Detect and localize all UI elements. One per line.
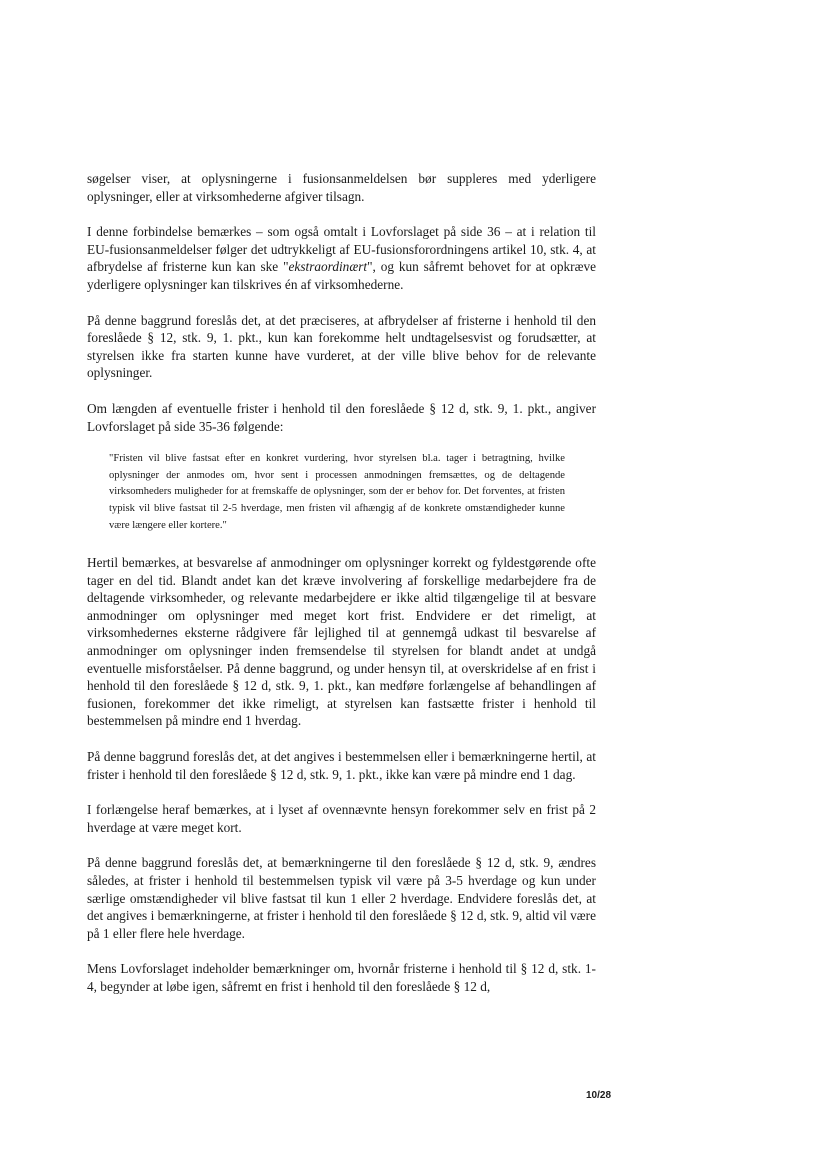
- block-quote: "Fristen vil blive fastsat efter en konkret vurdering, hvor styrelsen bl.a. tager i betragtning, hvilke oplysninger der anmodes om, hvor sent i processen anmodningen fremsættes, og de deltagende virksomheders muligheder for at fremskaffe de oplysninger, som der er behov for. Det forventes, at fristen typisk vil blive fastsat til 2-5 hverdage, men fristen vil afhængig af de konkrete omstændigheder kunne være længere eller kortere.": [109, 453, 565, 531]
- paragraph-2-part-2: ", og kun såfremt behovet for at opkræve yderligere oplysninger kan tilskrives én af virksomhederne.: [87, 259, 597, 292]
- page-number: 10/28: [586, 1090, 612, 1101]
- paragraph-7: I forlængelse heraf bemærkes, at i lyset af ovennævnte hensyn forekommer selv en frist på 2 hverdage at være meget kort.: [87, 802, 596, 835]
- page-body: [87, 170, 596, 1014]
- paragraph-6: På denne baggrund foreslås det, at det angives i bestemmelsen eller i bemærkningerne hertil, at frister i henhold til den foreslåede § 12 d, stk. 9, 1. pkt., ikke kan være på mindre end 1 dag.: [87, 749, 596, 782]
- paragraph-8: På denne baggrund foreslås det, at bemærkningerne til den foreslåede § 12 d, stk. 9, ændres således, at frister i henhold til bestemmelsen typisk vil være på 3-5 hverdage og kun under særlige omstændigheder vil blive fastsat til kun 1 eller 2 hverdage. Endvidere foreslås det, at det angives i bemærkningerne, at frister i henhold til den foreslåede § 12 d, stk. 9, altid vil være på 1 eller flere hele hverdage.: [87, 855, 596, 941]
- paragraph-9: Mens Lovforslaget indeholder bemærkninger om, hvornår fristerne i henhold til § 12 d, stk. 1-4, begynder at løbe igen, såfremt en frist i henhold til den foreslåede § 12 d,: [87, 961, 596, 994]
- paragraph-5: Hertil bemærkes, at besvarelse af anmodninger om oplysninger korrekt og fyldestgørende ofte tager en del tid. Blandt andet kan det kræve involvering af forskellige medarbejdere fra de deltagende virksomheder, og relevante medarbejdere er ikke altid tilgængelige til at besvare anmodninger om oplysninger med meget kort frist. Endvidere er det rimeligt, at virksomhedernes eksterne rådgivere får lejlighed til at gennemgå udkast til besvarelse af anmodninger om oplysninger inden fremsendelse til styrelsen for blandt andet at undgå eventuelle misforståelser. På denne baggrund, og under hensyn til, at overskridelse af en frist i henhold til den foreslåede § 12 d, stk. 9, 1. pkt., kan medføre forlængelse af behandlingen af fusionen, forekommer det ikke rimeligt, at styrelsen kan fastsætte frister i henhold til bestemmelsen på mindre end 1 hverdag.: [87, 555, 596, 729]
- paragraph-4: Om længden af eventuelle frister i henhold til den foreslåede § 12 d, stk. 9, 1. pkt., angiver Lovforslaget på side 35-36 følgende:: [87, 400, 596, 434]
- paragraph-2-part-1: I denne forbindelse bemærkes – som også omtalt i Lovforslaget på side 36 – at i relation til EU-fusionsanmeldelser følger det udtrykkeligt af EU-fusionsforordningens artikel 10, stk. 4, at afbrydelse af fristerne kun kan ske ": [87, 224, 596, 275]
- paragraph-2-emphasis: ekstraordinært: [288, 259, 368, 275]
- paragraph-1: søgelser viser, at oplysningerne i fusionsanmeldelsen bør suppleres med yderligere oplysninger, eller at virksomhederne afgiver tilsagn.: [87, 171, 596, 204]
- paragraph-2: [87, 223, 596, 293]
- paragraph-3: På denne baggrund foreslås det, at det præciseres, at afbrydelser af fristerne i henhold til den foreslåede § 12, stk. 9, 1. pkt., kun kan forekomme helt undtagelsesvist og forudsætter, at styrelsen ikke fra starten kunne have vurderet, at der ville blive behov for de relevante oplysninger.: [87, 312, 596, 381]
